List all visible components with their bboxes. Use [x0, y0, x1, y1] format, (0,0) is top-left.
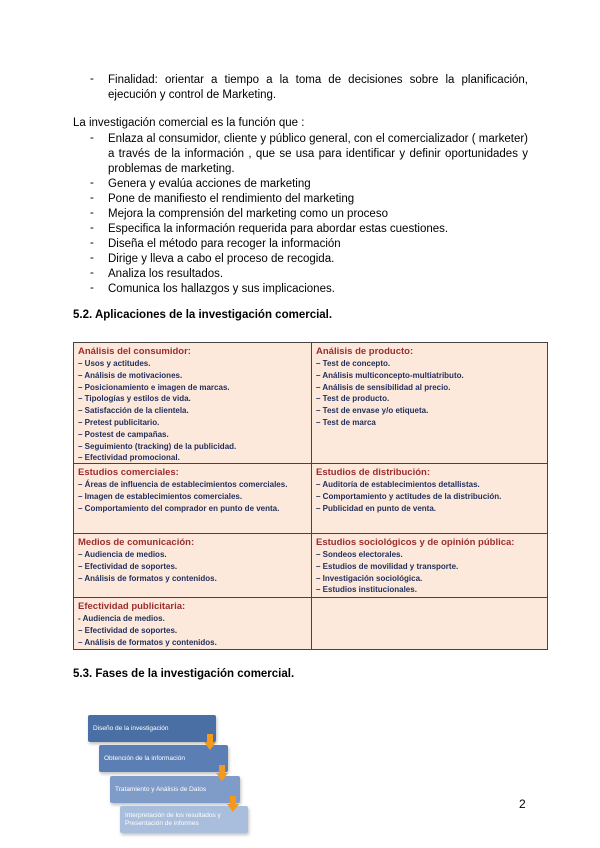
cell-item: – Seguimiento (tracking) de la publicidad.	[78, 441, 237, 451]
function-item: Enlaza al consumidor, cliente y público general, con el comercializador ( marketer) a través de la información , que se usa para identificar y definir oportunidades y problemas de marketing.	[108, 133, 528, 175]
cell-title: Medios de comunicación:	[78, 537, 195, 548]
bullet-dash: -	[90, 192, 94, 204]
cell-item: – Test de producto.	[316, 394, 390, 404]
cell-item: – Auditoría de establecimientos detallistas.	[316, 480, 480, 489]
function-item: Genera y evalúa acciones de marketing	[108, 178, 311, 190]
applications-table	[73, 342, 548, 650]
arrow-down-icon	[216, 765, 228, 781]
bullet-dash: -	[90, 282, 94, 294]
cell-item: – Efectividad promocional.	[78, 453, 180, 463]
cell-item: – Análisis de sensibilidad al precio.	[316, 382, 451, 392]
cell-item: – Comportamiento del comprador en punto de venta.	[78, 503, 280, 513]
finalidad-text: Finalidad: orientar a tiempo a la toma de decisiones sobre la planificación, ejecución y control de Marketing.	[108, 74, 528, 101]
intro-text: La investigación comercial es la función que :	[73, 117, 305, 129]
function-item: Dirige y lleva a cabo el proceso de recogida.	[108, 253, 335, 265]
cell-item: – Publicidad en punto de venta.	[316, 503, 437, 513]
function-item: Comunica los hallazgos y sus implicaciones.	[108, 283, 335, 295]
cell-item: – Estudios institucionales.	[316, 585, 417, 595]
cell-item: – Audiencia de medios.	[78, 550, 167, 559]
cell-item: – Postest de campañas.	[78, 429, 169, 439]
cell-medios	[74, 534, 311, 586]
bullet-dash: -	[90, 207, 94, 219]
cell-item: – Análisis de motivaciones.	[78, 370, 183, 380]
bullet-dash: -	[90, 237, 94, 249]
cell-item: – Tipologías y estilos de vida.	[78, 394, 191, 404]
cell-item: – Estudios de movilidad y transporte.	[316, 561, 459, 571]
cell-consumidor	[74, 343, 311, 466]
cell-title: Análisis del consumidor:	[78, 346, 191, 357]
bullet-dash: -	[90, 73, 94, 85]
cell-item: – Efectividad de soportes.	[78, 625, 178, 635]
cell-item: – Usos y actitudes.	[78, 359, 151, 368]
cell-item: – Test de marca	[316, 417, 376, 427]
bullet-dash: -	[90, 252, 94, 264]
cell-item: – Análisis de formatos y contenidos.	[78, 637, 217, 647]
section-heading-5-3: 5.3. Fases de la investigación comercial.	[73, 668, 295, 680]
function-item: Diseña el método para recoger la información	[108, 238, 341, 250]
cell-item: – Test de concepto.	[316, 359, 391, 368]
cell-item: – Satisfacción de la clientela.	[78, 406, 189, 416]
cell-comerciales	[74, 464, 311, 516]
cell-item: – Efectividad de soportes.	[78, 561, 178, 571]
cell-item: – Test de envase y/o etiqueta.	[316, 406, 429, 416]
phase-box-3: Tratamiento y Análisis de Datos	[110, 776, 240, 803]
cell-title: Estudios comerciales:	[78, 467, 179, 478]
bullet-dash: -	[90, 177, 94, 189]
cell-title: Estudios de distribución:	[316, 467, 431, 478]
cell-item: – Investigación sociológica.	[316, 573, 423, 583]
cell-item: – Pretest publicitario.	[78, 417, 160, 427]
cell-item: – Comportamiento y actitudes de la distribución.	[316, 491, 502, 501]
cell-item: – Posicionamiento e imagen de marcas.	[78, 382, 230, 392]
bullet-dash: -	[90, 222, 94, 234]
cell-item: – Análisis multiconcepto-multiatributo.	[316, 370, 464, 380]
bullet-dash: -	[90, 132, 94, 144]
cell-item: - Audiencia de medios.	[78, 614, 165, 623]
cell-distribucion	[312, 464, 549, 516]
section-heading-5-2: 5.2. Aplicaciones de la investigación comercial.	[73, 309, 333, 321]
arrow-down-icon	[204, 734, 216, 750]
function-item: Especifica la información requerida para abordar estas cuestiones.	[108, 223, 449, 235]
cell-title: Análisis de producto:	[316, 346, 414, 357]
function-item: Analiza los resultados.	[108, 268, 224, 280]
bullet-dash: -	[90, 267, 94, 279]
cell-producto	[312, 343, 549, 431]
page-number: 2	[519, 797, 526, 811]
cell-title: Estudios sociológicos y de opinión pública:	[316, 537, 515, 548]
cell-title: Efectividad publicitaria:	[78, 601, 186, 612]
cell-item: – Análisis de formatos y contenidos.	[78, 573, 217, 583]
phase-box-2: Obtención de la información	[99, 745, 228, 772]
cell-sociologicos	[312, 534, 549, 598]
cell-efectividad	[74, 598, 311, 650]
phase-box-4: Interpretación de los resultados y Presentación de informes	[120, 806, 248, 833]
phase-box-1: Diseño de la investigación	[88, 715, 216, 742]
arrow-down-icon	[227, 796, 239, 812]
function-item: Pone de manifiesto el rendimiento del marketing	[108, 193, 355, 205]
function-item: Mejora la comprensión del marketing como un proceso	[108, 208, 388, 220]
cell-item: – Áreas de influencia de establecimientos comerciales.	[78, 480, 288, 489]
cell-item: – Imagen de establecimientos comerciales.	[78, 491, 243, 501]
cell-item: – Sondeos electorales.	[316, 550, 403, 559]
